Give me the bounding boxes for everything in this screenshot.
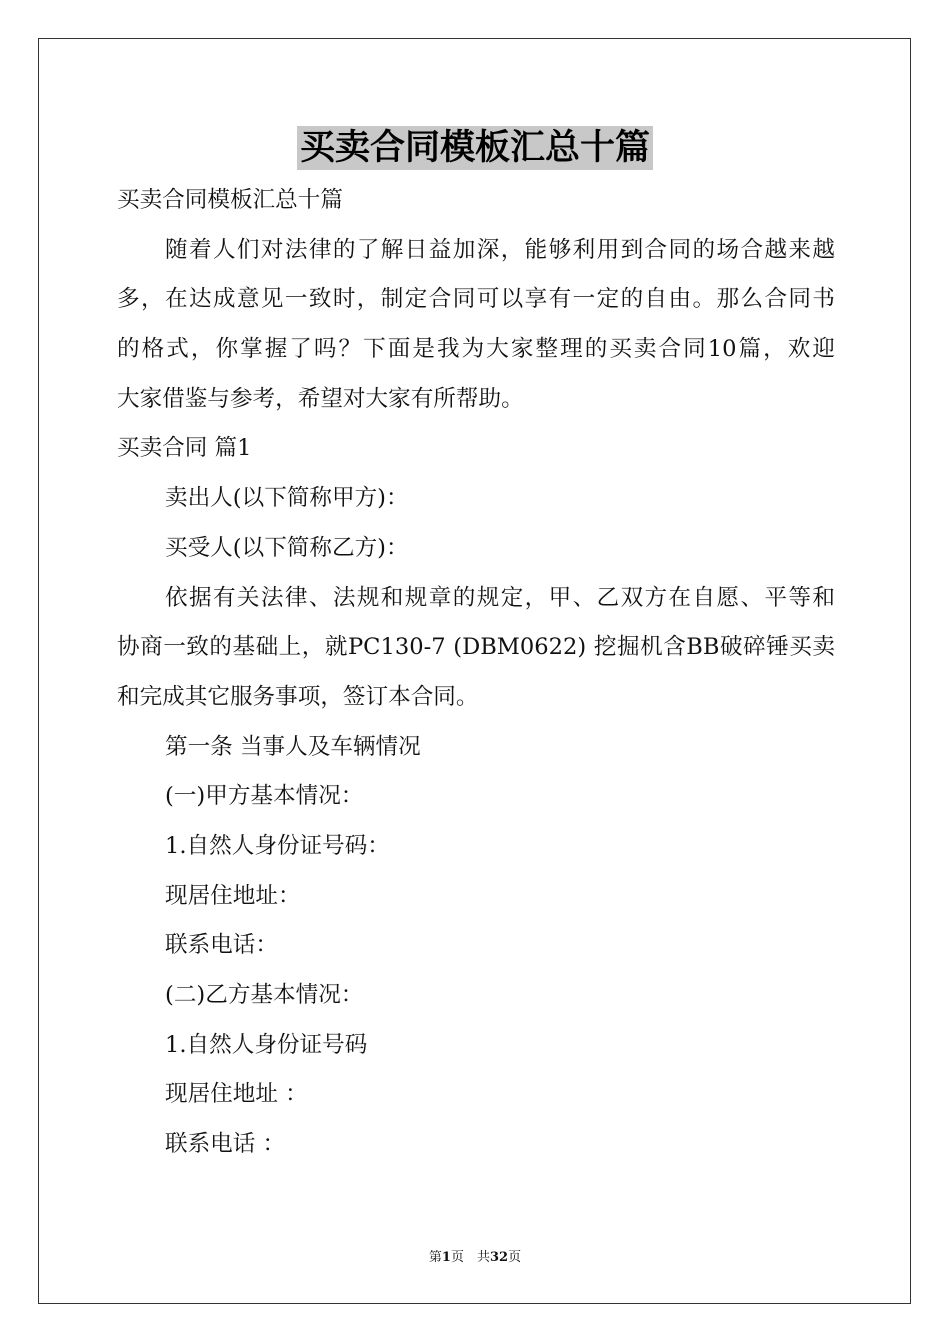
intro-line-2: 多，在达成意见一致时，制定合同可以享有一定的自由。那么合同书 (117, 286, 835, 313)
intro-line-1: 随着人们对法律的了解日益加深，能够利用到合同的场合越来越 (165, 236, 835, 263)
buyer-label: 买受人(以下简称乙方)： (165, 534, 409, 561)
section-heading: 买卖合同 篇1 (117, 435, 252, 462)
footer-mid: 页 共 (450, 1250, 490, 1265)
preamble-line-3: 和完成其它服务事项，签订本合同。 (117, 683, 479, 710)
party-b-id-number: 1.自然人身份证号码 (165, 1031, 368, 1058)
footer-page-total: 32 (489, 1250, 509, 1265)
intro-line-4: 大家借鉴与参考，希望对大家有所帮助。 (117, 385, 524, 412)
title-container (0, 126, 950, 170)
party-b-heading: (二)乙方基本情况： (165, 982, 364, 1008)
party-a-id-number: 1.自然人身份证号码： (165, 832, 390, 859)
intro-line-3: 的格式，你掌握了吗？下面是我为大家整理的买卖合同10篇，欢迎 (117, 336, 835, 363)
party-b-address: 现居住地址 ： (165, 1081, 308, 1108)
party-a-address: 现居住地址： (165, 882, 301, 909)
party-a-heading: (一)甲方基本情况： (165, 783, 364, 810)
party-a-phone: 联系电话： (165, 932, 278, 959)
party-b-phone: 联系电话 ： (165, 1131, 286, 1158)
preamble-line-2: 协商一致的基础上，就PC130-7 (DBM0622) 挖掘机含BB破碎锤买卖 (117, 634, 835, 661)
document-subtitle: 买卖合同模板汇总十篇 (117, 187, 343, 213)
footer-prefix: 第 (428, 1250, 442, 1265)
preamble-line-1: 依据有关法律、法规和规章的规定，甲、乙双方在自愿、平等和 (165, 584, 835, 611)
footer-page-current: 1 (441, 1250, 451, 1265)
article-1-heading: 第一条 当事人及车辆情况 (165, 733, 421, 760)
page-footer (0, 1246, 950, 1265)
seller-label: 卖出人(以下简称甲方)： (165, 485, 409, 512)
footer-suffix: 页 (508, 1250, 522, 1265)
document-body (117, 176, 835, 1170)
document-title: 买卖合同模板汇总十篇 (297, 126, 653, 170)
